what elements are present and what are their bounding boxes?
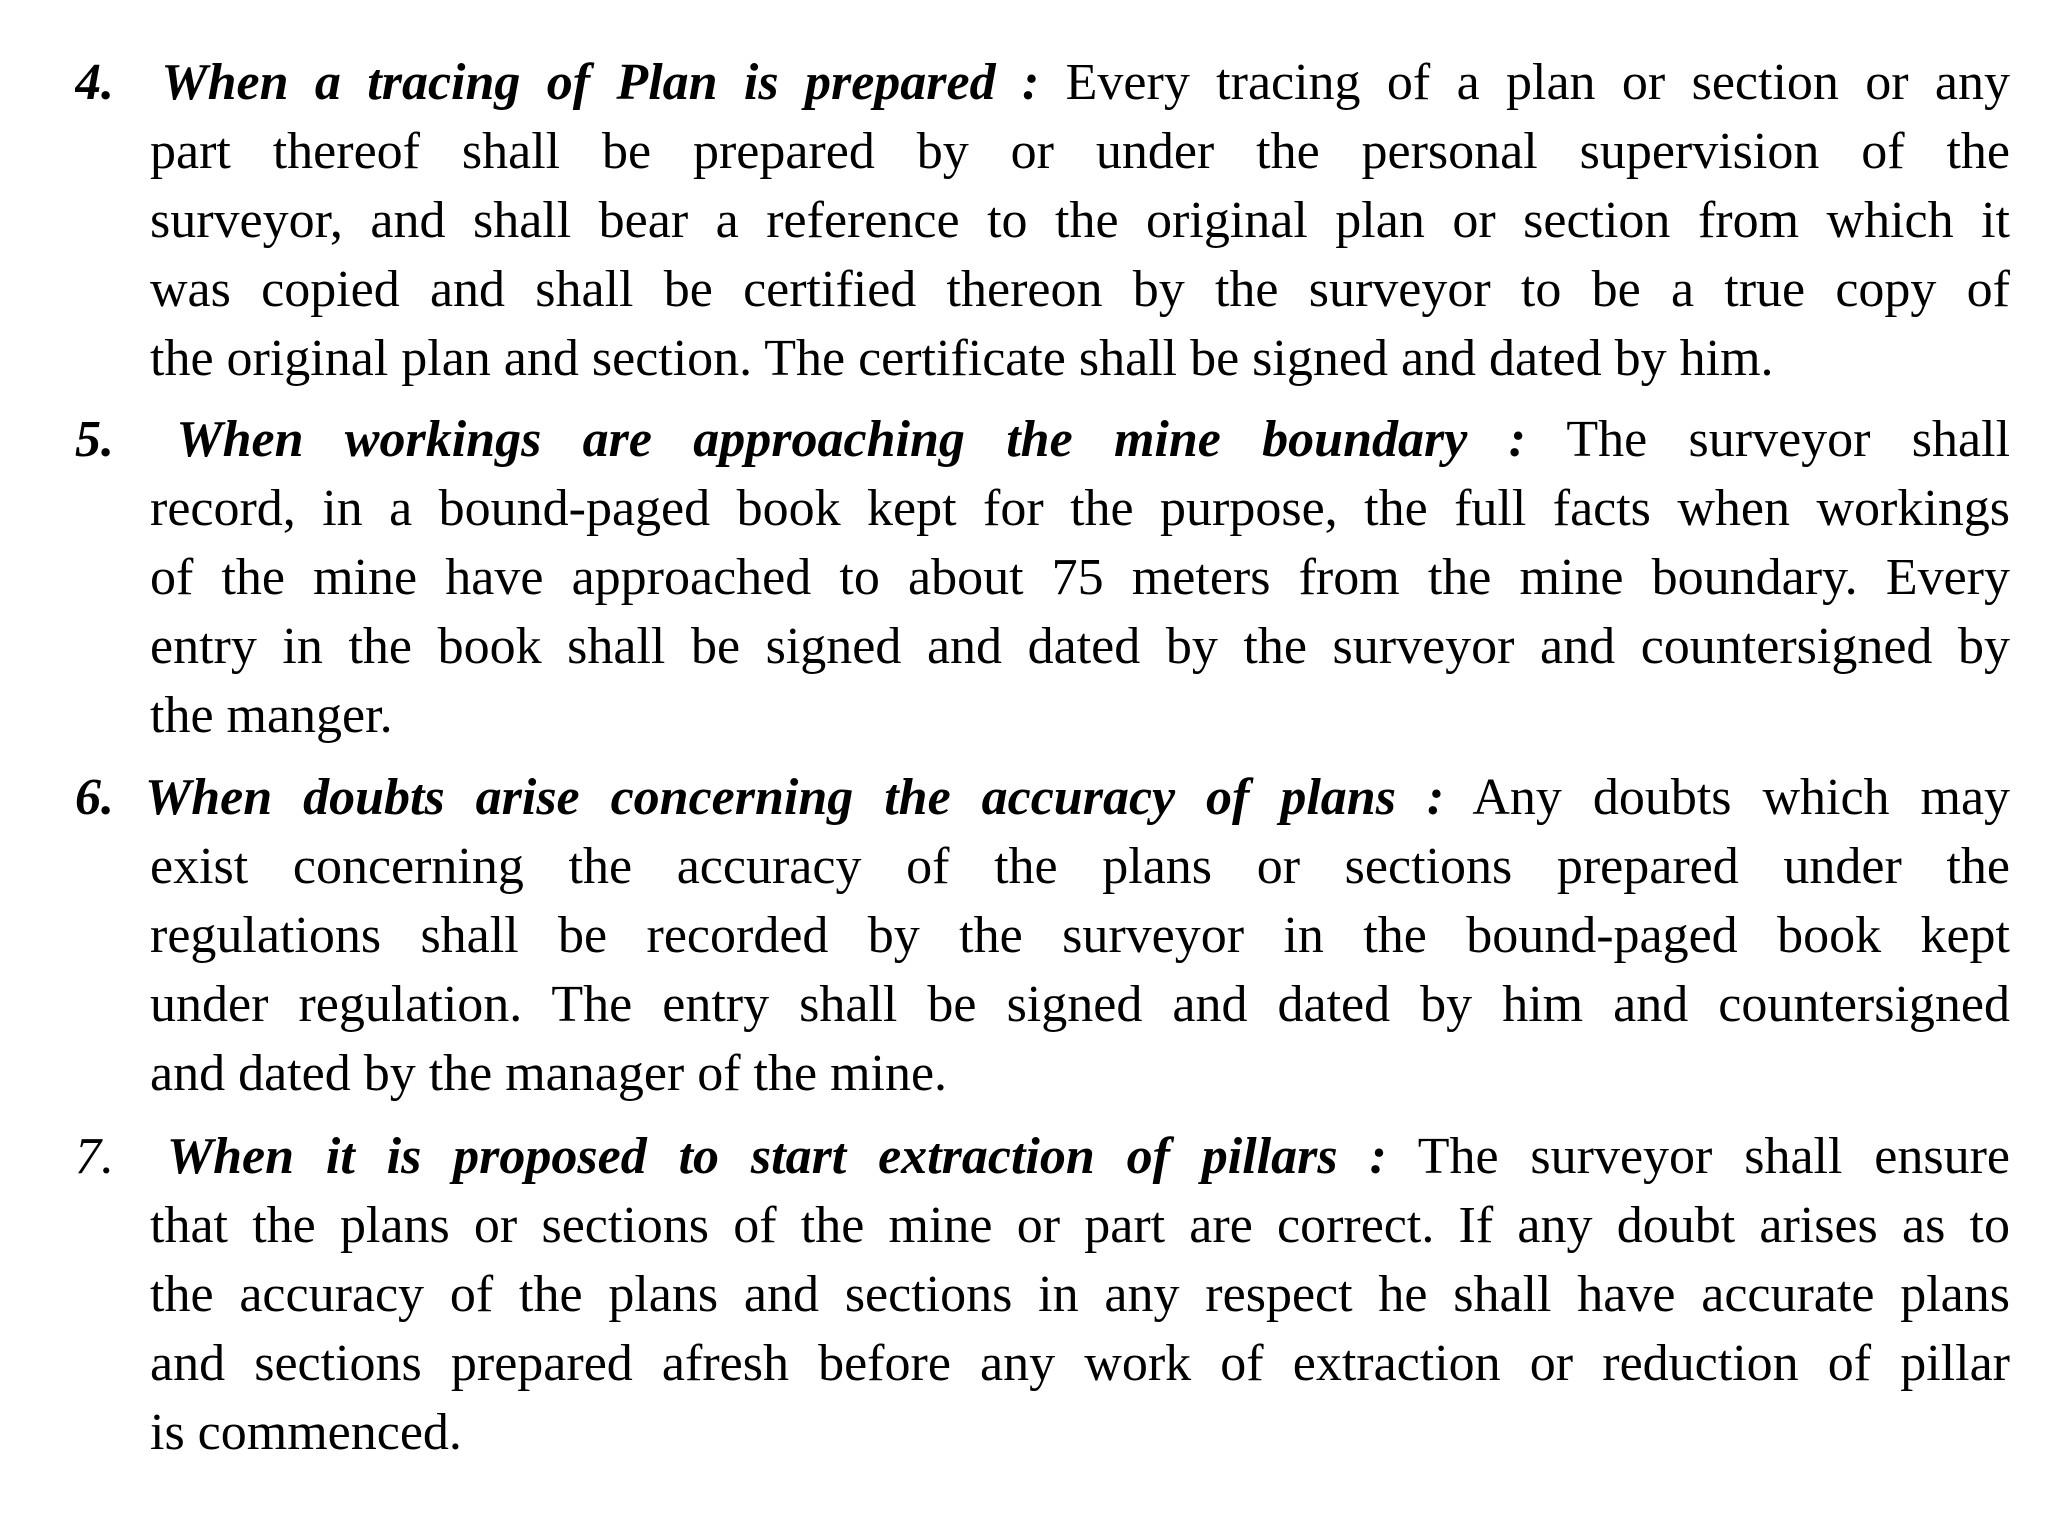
section-line: entry in the book shall be signed and dated by the surveyor and countersigned by (150, 618, 2010, 675)
section-6 (75, 763, 2010, 1108)
section-7 (75, 1122, 2010, 1467)
section-line: regulations shall be recorded by the surveyor in the bound-paged book kept (150, 907, 2010, 964)
section-text: The surveyor shall (1566, 411, 2010, 468)
section-6-first-line (75, 763, 2010, 832)
section-heading: When workings are approaching the mine boundary : (176, 411, 1526, 468)
section-line: and sections prepared afresh before any work of extraction or reduction of pillar (150, 1335, 2010, 1392)
section-text: Every tracing of a plan or section or any (1065, 54, 2010, 111)
section-line: the manger. (150, 687, 393, 744)
section-5 (75, 405, 2010, 750)
section-line: was copied and shall be certified thereon by the surveyor to be a true copy of (150, 261, 2010, 318)
section-line: the original plan and section. The certificate shall be signed and dated by him. (150, 330, 1774, 387)
section-line: and dated by the manager of the mine. (150, 1045, 948, 1102)
section-line: surveyor, and shall bear a reference to the original plan or section from which it (150, 192, 2010, 249)
section-number: 6. (75, 769, 114, 826)
section-text: Any doubts which may (1472, 769, 2010, 826)
section-heading: When it is proposed to start extraction of pillars : (166, 1128, 1387, 1185)
section-line: the accuracy of the plans and sections in any respect he shall have accurate plans (150, 1266, 2010, 1323)
section-number: 4. (75, 54, 114, 111)
section-line: under regulation. The entry shall be signed and dated by him and countersigned (150, 976, 2010, 1033)
section-line: part thereof shall be prepared by or under the personal supervision of the (150, 123, 2010, 180)
section-line: that the plans or sections of the mine or part are correct. If any doubt arises as to (150, 1197, 2010, 1254)
section-heading: When a tracing of Plan is prepared : (161, 54, 1040, 111)
section-4 (75, 48, 2010, 393)
section-4-first-line (75, 48, 2010, 117)
section-line: is commenced. (150, 1404, 462, 1461)
section-line: record, in a bound-paged book kept for the purpose, the full facts when workings (150, 480, 2010, 537)
section-number: 7. (75, 1128, 114, 1185)
section-line: exist concerning the accuracy of the plans or sections prepared under the (150, 838, 2010, 895)
section-line: of the mine have approached to about 75 meters from the mine boundary. Every (150, 549, 2010, 606)
section-heading: When doubts arise concerning the accuracy of plans : (144, 769, 1445, 826)
section-number: 5. (75, 411, 114, 468)
section-7-first-line (75, 1122, 2010, 1191)
section-5-first-line (75, 405, 2010, 474)
section-text: The surveyor shall ensure (1417, 1128, 2010, 1185)
